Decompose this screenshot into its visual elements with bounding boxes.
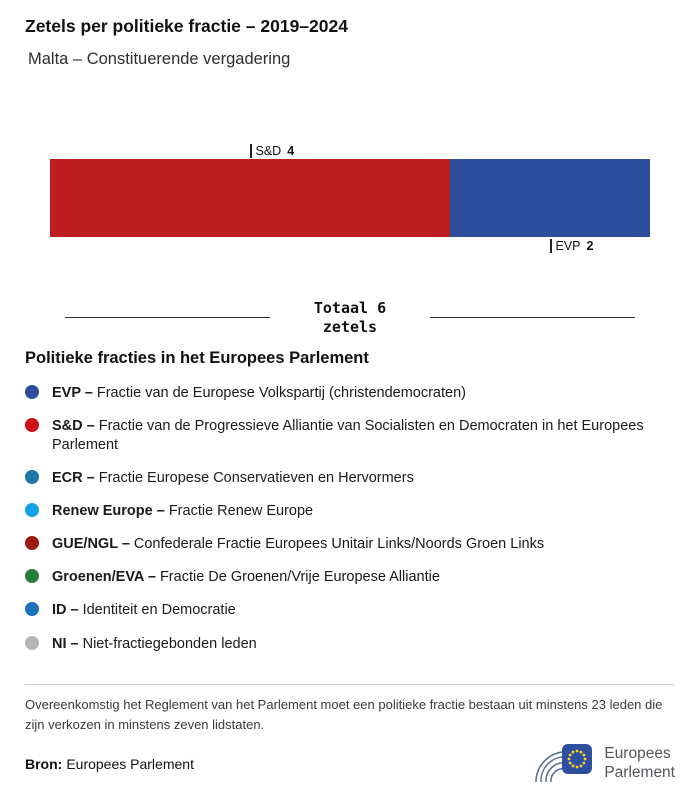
fraction-name: Identiteit en Democratie bbox=[82, 602, 236, 619]
fraction-name: Confederale Fractie Europees Unitair Links/Noords Groen Links bbox=[133, 536, 545, 553]
legend-item-ecr bbox=[25, 469, 675, 488]
segment-value: 2 bbox=[586, 239, 594, 253]
fraction-abbr: ID – bbox=[52, 602, 79, 619]
total-rule-left bbox=[65, 317, 270, 318]
stacked-bar bbox=[50, 159, 650, 237]
bar-label-0 bbox=[250, 144, 294, 158]
bar-labels-top bbox=[50, 141, 650, 159]
source-value: Europees Parlement bbox=[66, 755, 194, 772]
legend bbox=[25, 384, 675, 654]
legend-dot bbox=[25, 569, 39, 583]
segment-value: 4 bbox=[287, 144, 295, 158]
legend-item-guengl bbox=[25, 535, 675, 554]
segment-name: EVP bbox=[555, 239, 581, 253]
fraction-name: Fractie Europese Conservatieven en Hervormers bbox=[98, 469, 414, 486]
fraction-name: Niet-fractiegebonden leden bbox=[82, 635, 257, 652]
legend-item-renew bbox=[25, 502, 675, 521]
legend-dot bbox=[25, 636, 39, 650]
total-rule-right bbox=[430, 317, 635, 318]
legend-dot bbox=[25, 418, 39, 432]
logo-wordmark bbox=[604, 745, 675, 783]
legend-dot bbox=[25, 536, 39, 550]
bar-labels-bottom bbox=[50, 237, 650, 255]
page-subtitle: Malta – Constituerende vergadering bbox=[28, 50, 291, 68]
fraction-abbr: Groenen/EVA – bbox=[52, 569, 156, 586]
legend-item-ni bbox=[25, 635, 675, 654]
segment-name: S&D bbox=[255, 144, 282, 158]
label-tick bbox=[550, 239, 552, 253]
total-line2: zetels bbox=[322, 317, 378, 336]
label-tick bbox=[250, 144, 252, 158]
bar-label-1 bbox=[550, 239, 593, 253]
source-label: Bron: bbox=[25, 755, 63, 772]
logo-line2: Parlement bbox=[604, 763, 675, 781]
legend-item-id bbox=[25, 601, 675, 620]
legend-dot bbox=[25, 503, 39, 517]
total-seats-label bbox=[270, 299, 430, 337]
total-seats bbox=[65, 299, 635, 337]
ep-logo-block bbox=[532, 740, 675, 787]
fraction-abbr: EVP – bbox=[52, 384, 93, 401]
legend-item-evp bbox=[25, 384, 675, 403]
fraction-name: Fractie De Groenen/Vrije Europese Alliantie bbox=[159, 569, 440, 586]
seats-bar-chart bbox=[25, 141, 675, 255]
bottom-row bbox=[25, 740, 675, 787]
page-title: Zetels per politieke fractie – 2019–2024 bbox=[25, 16, 348, 36]
fraction-abbr: Renew Europe – bbox=[52, 503, 165, 519]
fraction-name: Fractie Renew Europe bbox=[168, 503, 314, 519]
legend-dot bbox=[25, 602, 39, 616]
european-parliament-logo-icon bbox=[532, 740, 594, 787]
legend-item-groenen bbox=[25, 568, 675, 587]
fraction-name: Fractie van de Europese Volkspartij (christendemocraten) bbox=[96, 384, 466, 401]
fraction-abbr: GUE/NGL – bbox=[52, 536, 130, 553]
fraction-name: Fractie van de Progressieve Alliantie van Socialisten en Democraten in het Europees Parlement bbox=[52, 417, 644, 453]
fraction-abbr: S&D – bbox=[52, 417, 95, 434]
bar-segment-1 bbox=[450, 159, 650, 237]
logo-line1: Europees bbox=[604, 744, 671, 762]
fraction-abbr: NI – bbox=[52, 635, 79, 652]
total-line1: Totaal 6 bbox=[313, 299, 387, 317]
legend-item-sd bbox=[25, 417, 675, 455]
fraction-abbr: ECR – bbox=[52, 469, 95, 486]
legend-dot bbox=[25, 385, 39, 399]
legend-dot bbox=[25, 470, 39, 484]
legend-heading: Politieke fracties in het Europees Parlement bbox=[25, 348, 369, 367]
bar-segment-0 bbox=[50, 159, 450, 237]
footnote: Overeenkomstig het Reglement van het Parlement moet een politieke fractie bestaan uit minstens 23 leden die zijn verkozen in minstens zeven lidstaten. bbox=[25, 684, 675, 735]
source bbox=[25, 756, 194, 772]
